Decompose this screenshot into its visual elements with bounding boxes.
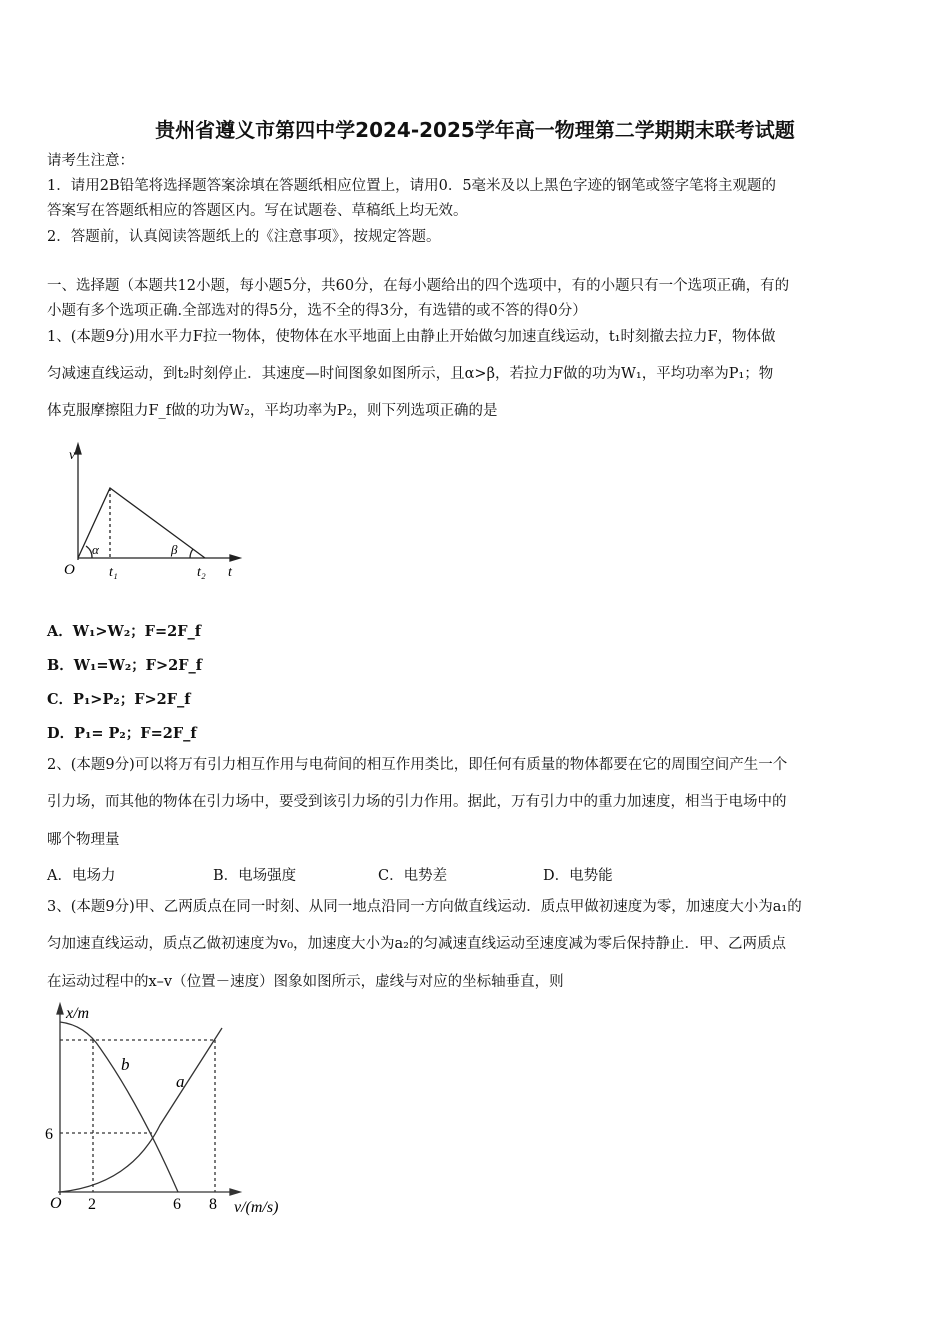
q1-option-c[interactable]: C．P₁>P₂；F>2F_f bbox=[47, 691, 191, 708]
beta-label: β bbox=[171, 542, 178, 557]
t-label: t bbox=[228, 565, 232, 580]
q3-text: 在运动过程中的x–v（位置－速度）图象如图所示，虚线与对应的坐标轴垂直，则 bbox=[47, 974, 564, 990]
beta-arc bbox=[190, 549, 193, 558]
q2-option-a[interactable]: A．电场力 bbox=[47, 868, 116, 884]
q1-option-b[interactable]: B．W₁=W₂；F>2F_f bbox=[47, 657, 202, 674]
curve-b bbox=[60, 1022, 178, 1192]
q2-text: 哪个物理量 bbox=[47, 832, 120, 848]
v-axis-arrow bbox=[75, 444, 81, 454]
q2-text: 引力场，而其他的物体在引力场中，要受到该引力场的引力作用。据此，万有引力中的重力加速度，相当于电场中的 bbox=[47, 794, 787, 810]
tick-2: 2 bbox=[88, 1196, 96, 1213]
v-axis-arrow bbox=[230, 1189, 240, 1195]
notice-line: 答案写在答题纸相应的答题区内。写在试题卷、草稿纸上均无效。 bbox=[47, 203, 468, 219]
q1-text: 体克服摩擦阻力F_f做的功为W₂，平均功率为P₂，则下列选项正确的是 bbox=[47, 403, 498, 419]
q3-text: 3、(本题9分)甲、乙两质点在同一时刻、从同一地点沿同一方向做直线运动．质点甲做初速度为零，加速度大小为a₁的 bbox=[47, 899, 802, 915]
x-axis-arrow bbox=[57, 1004, 63, 1014]
q2-option-c[interactable]: C．电势差 bbox=[378, 868, 448, 884]
tick-6-y: 6 bbox=[45, 1126, 53, 1143]
t-axis-arrow bbox=[230, 555, 240, 561]
origin-label: O bbox=[64, 562, 75, 578]
curve-a-label: a bbox=[176, 1072, 185, 1091]
alpha-label: α bbox=[92, 542, 99, 557]
q1-text: 1、(本题9分)用水平力F拉一物体，使物体在水平地面上由静止开始做匀加速直线运动，t₁时刻撤去拉力F，物体做 bbox=[47, 329, 776, 345]
v-label: v bbox=[69, 448, 76, 463]
tick-8: 8 bbox=[209, 1196, 217, 1213]
section-heading: 一、选择题（本题共12小题，每小题5分，共60分，在每小题给出的四个选项中，有的小题只有一个选项正确，有的 bbox=[47, 278, 790, 294]
t1-label: t₁ bbox=[109, 565, 118, 580]
page-title: 贵州省遵义市第四中学2024-2025学年高一物理第二学期期末联考试题 bbox=[155, 118, 795, 142]
notice-heading: 请考生注意： bbox=[47, 153, 134, 169]
origin-label: O bbox=[50, 1195, 62, 1212]
notice-line: 1．请用2B铅笔将选择题答案涂填在答题纸相应位置上，请用0．5毫米及以上黑色字迹的钢笔或签字笔将主观题的 bbox=[47, 178, 777, 194]
curve-a bbox=[60, 1028, 222, 1192]
t2-label: t₂ bbox=[197, 565, 206, 580]
notice-line: 2．答题前，认真阅读答题纸上的《注意事项》，按规定答题。 bbox=[47, 229, 441, 245]
section-heading: 小题有多个选项正确.全部选对的得5分，选不全的得3分，有选错的或不答的得0分） bbox=[47, 303, 587, 319]
q1-text: 匀减速直线运动，到t₂时刻停止．其速度—时间图象如图所示，且α>β，若拉力F做的功为W₁，平均功率为P₁；物 bbox=[47, 366, 774, 382]
q2-text: 2、(本题9分)可以将万有引力相互作用与电荷间的相互作用类比，即任何有质量的物体都要在它的周围空间产生一个 bbox=[47, 757, 788, 773]
v-axis-label: v/(m/s) bbox=[234, 1199, 279, 1216]
x-axis-label: x/m bbox=[66, 1005, 90, 1022]
q1-option-a[interactable]: A．W₁>W₂；F=2F_f bbox=[47, 623, 201, 640]
q1-option-d[interactable]: D．P₁= P₂；F=2F_f bbox=[47, 725, 197, 742]
curve-b-label: b bbox=[121, 1055, 130, 1074]
q3-text: 匀加速直线运动，质点乙做初速度为v₀，加速度大小为a₂的匀减速直线运动至速度减为零后保持静止．甲、乙两质点 bbox=[47, 936, 786, 952]
q2-option-d[interactable]: D．电势能 bbox=[543, 868, 613, 884]
q2-option-b[interactable]: B．电场强度 bbox=[213, 868, 297, 884]
tick-6: 6 bbox=[173, 1196, 181, 1213]
